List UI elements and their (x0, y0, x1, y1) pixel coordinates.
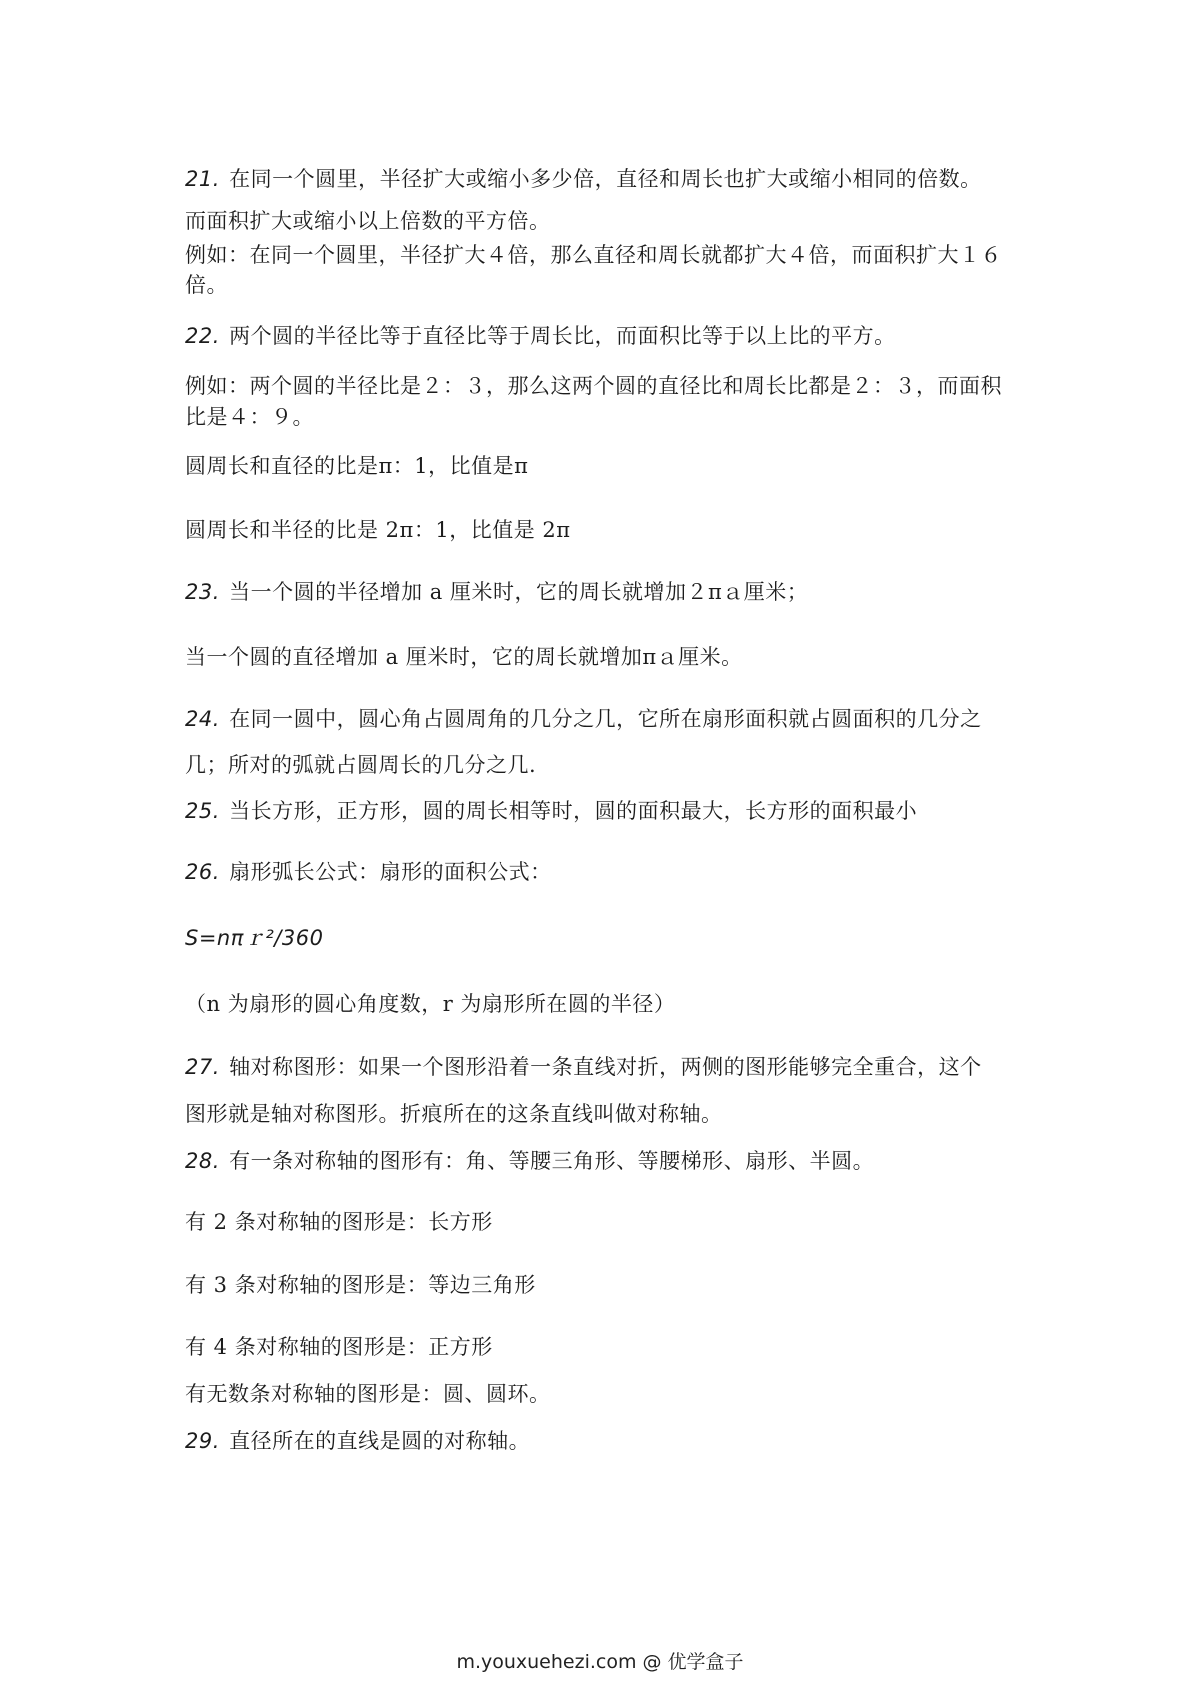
item-26-number: 26. (185, 860, 220, 884)
item-22-line4: 圆周长和直径的比是π：1，比值是π (185, 454, 529, 478)
item-24-line1 (185, 705, 1045, 733)
item-21-number: 21. (185, 167, 220, 191)
item-28-number: 28. (185, 1149, 220, 1173)
item-28-line5: 有无数条对称轴的图形是：圆、圆环。 (185, 1382, 551, 1406)
item-22-line1 (185, 322, 1045, 350)
item-27-line2: 图形就是轴对称图形。折痕所在的这条直线叫做对称轴。 (185, 1102, 723, 1126)
item-24-number: 24. (185, 707, 220, 731)
item-26-note: （n 为扇形的圆心角度数，r 为扇形所在圆的半径） (185, 992, 676, 1016)
item-27-number: 27. (185, 1055, 220, 1079)
item-21-line2: 而面积扩大或缩小以上倍数的平方倍。 (185, 209, 551, 233)
item-22-line2: 例如：两个圆的半径比是２：３，那么这两个圆的直径比和周长比都是２：３，而面积 (185, 374, 1002, 398)
item-27-text: 轴对称图形：如果一个图形沿着一条直线对折，两侧的图形能够完全重合，这个 (221, 1055, 982, 1079)
item-24-text: 在同一圆中，圆心角占圆周角的几分之几，它所在扇形面积就占圆面积的几分之 (221, 707, 982, 731)
item-23-line2: 当一个圆的直径增加 a 厘米时，它的周长就增加πａ厘米。 (185, 645, 743, 669)
item-29-number: 29. (185, 1429, 220, 1453)
sector-area-formula: S=nπｒ²/360 (185, 926, 324, 950)
item-25-line1 (185, 797, 1045, 825)
item-26-line1 (185, 858, 1045, 886)
item-27-line1 (185, 1053, 1045, 1081)
item-28-line2: 有 2 条对称轴的图形是：长方形 (185, 1210, 493, 1234)
item-22-line3: 比是４：９。 (185, 405, 314, 429)
item-21-line1 (185, 165, 1045, 193)
item-25-text: 当长方形，正方形，圆的周长相等时，圆的面积最大，长方形的面积最小 (221, 799, 918, 823)
item-28-text: 有一条对称轴的图形有：角、等腰三角形、等腰梯形、扇形、半圆。 (221, 1149, 875, 1173)
item-29-line1 (185, 1427, 1045, 1455)
item-28-line3: 有 3 条对称轴的图形是：等边三角形 (185, 1273, 536, 1297)
item-22-line5: 圆周长和半径的比是 2π：1，比值是 2π (185, 518, 571, 542)
item-28-line4: 有 4 条对称轴的图形是：正方形 (185, 1335, 493, 1359)
item-21-line4: 倍。 (185, 273, 228, 297)
item-23-text: 当一个圆的半径增加 a 厘米时，它的周长就增加２πａ厘米； (221, 580, 809, 604)
item-23-line1 (185, 578, 1045, 606)
item-21-line3: 例如：在同一个圆里，半径扩大４倍，那么直径和周长就都扩大４倍，而面积扩大１６ (185, 243, 1002, 267)
item-21-text: 在同一个圆里，半径扩大或缩小多少倍，直径和周长也扩大或缩小相同的倍数。 (221, 167, 982, 191)
item-28-line1 (185, 1147, 1045, 1175)
item-25-number: 25. (185, 799, 220, 823)
item-29-text: 直径所在的直线是圆的对称轴。 (221, 1429, 531, 1453)
footer-watermark: m.youxuehezi.com @ 优学盒子 (456, 1651, 744, 1673)
item-22-text: 两个圆的半径比等于直径比等于周长比，而面积比等于以上比的平方。 (221, 324, 896, 348)
item-24-line2: 几；所对的弧就占圆周长的几分之几. (185, 753, 537, 777)
item-26-text: 扇形弧长公式：扇形的面积公式： (221, 860, 552, 884)
item-22-number: 22. (185, 324, 220, 348)
item-23-number: 23. (185, 580, 220, 604)
